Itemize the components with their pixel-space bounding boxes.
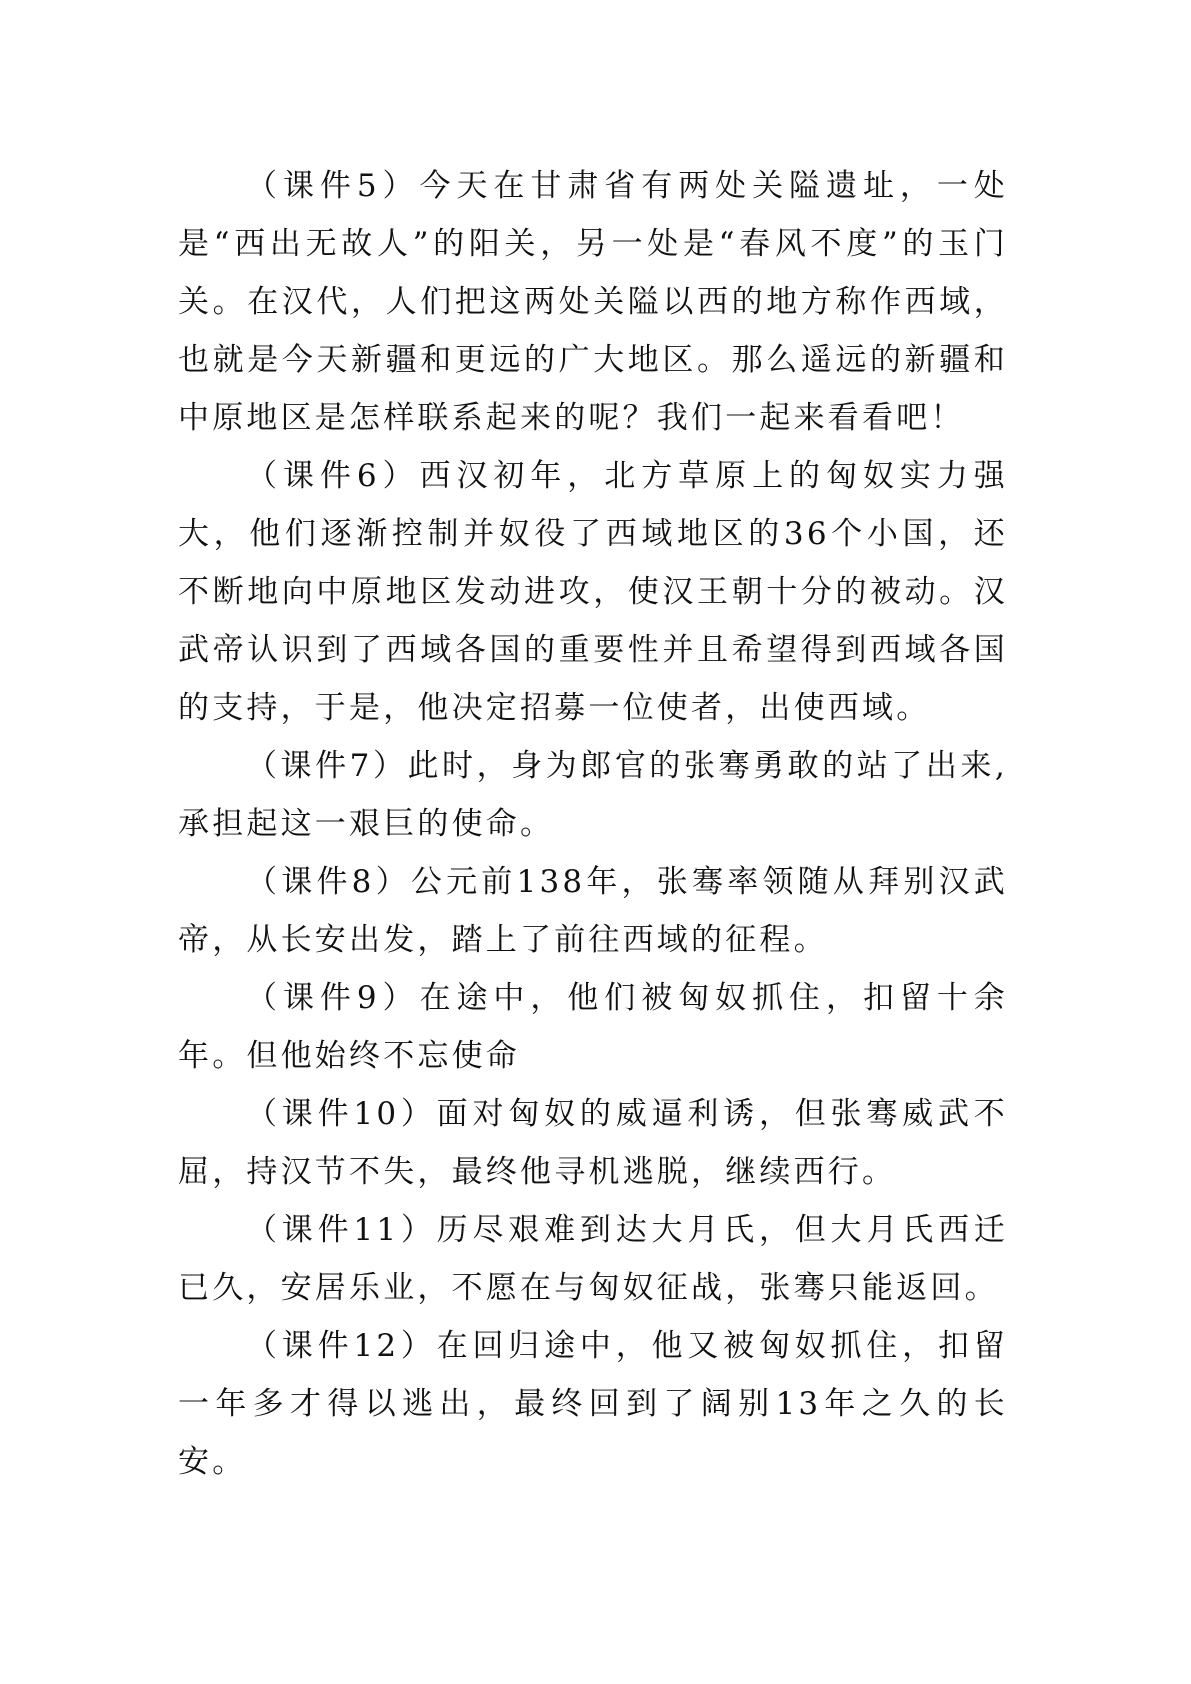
paragraph-courseware-6: （课件6）西汉初年，北方草原上的匈奴实力强大，他们逐渐控制并奴役了西域地区的36个小国，还不断地向中原地区发动进攻，使汉王朝十分的被动。汉武帝认识到了西域各国的重要性并且希望得到西域各国的支持，于是，他决定招募一位使者，出使西域。 xyxy=(178,458,1008,726)
paragraph-courseware-7: （课件7）此时，身为郎官的张骞勇敢的站了出来,承担起这一艰巨的使命。 xyxy=(178,748,1008,842)
paragraph-courseware-12: （课件12）在回归途中，他又被匈奴抓住，扣留一年多才得以逃出，最终回到了阔别13年之久的长安。 xyxy=(178,1328,1008,1480)
paragraph-courseware-5: （课件5）今天在甘肃省有两处关隘遗址，一处是“西出无故人”的阳关，另一处是“春风不度”的玉门关。在汉代，人们把这两处关隘以西的地方称作西域，也就是今天新疆和更远的广大地区。那么遥远的新疆和中原地区是怎样联系起来的呢？我们一起来看看吧！ xyxy=(178,168,1008,436)
paragraph-courseware-10: （课件10）面对匈奴的威逼利诱，但张骞威武不屈，持汉节不失，最终他寻机逃脱，继续西行。 xyxy=(178,1096,1008,1190)
document-body xyxy=(178,157,1008,1491)
paragraph-courseware-8: （课件8）公元前138年，张骞率领随从拜别汉武帝，从长安出发，踏上了前往西域的征程。 xyxy=(178,864,1008,958)
paragraph-courseware-9: （课件9）在途中，他们被匈奴抓住，扣留十余年。但他始终不忘使命 xyxy=(178,980,1008,1074)
paragraph-courseware-11: （课件11）历尽艰难到达大月氏，但大月氏西迁已久，安居乐业，不愿在与匈奴征战，张骞只能返回。 xyxy=(178,1212,1008,1306)
